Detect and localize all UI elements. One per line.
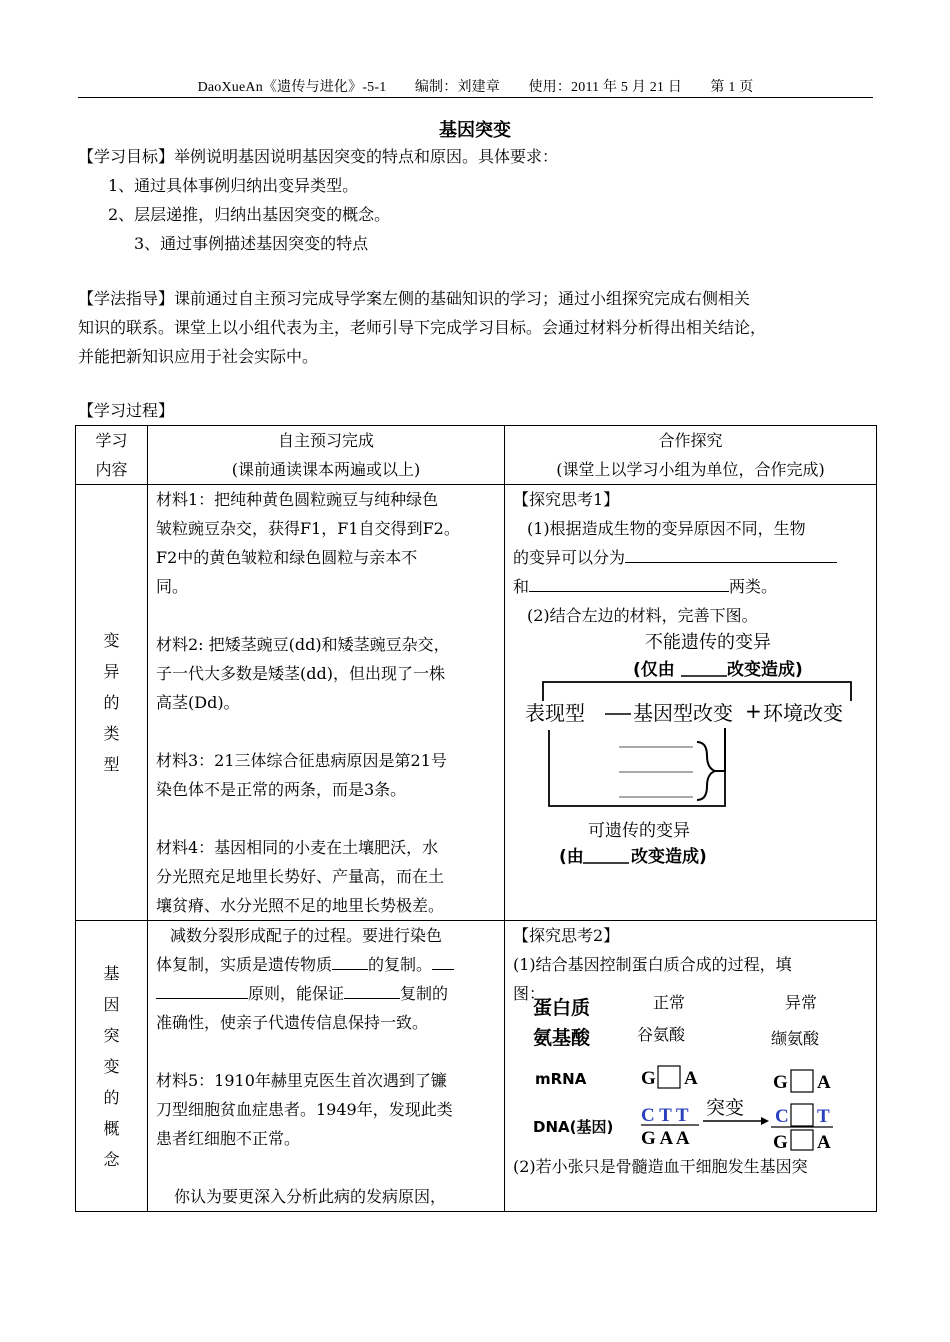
question-text: (2)结合左边的材料，完善下图。 bbox=[527, 606, 758, 625]
material-1 bbox=[156, 485, 496, 601]
heritable-label bbox=[513, 814, 868, 866]
diagram-label: (仅由 bbox=[633, 660, 675, 680]
text-line: 材料3：21三体综合征患病原因是第21号 bbox=[156, 751, 447, 770]
label-valine: 缬氨酸 bbox=[771, 1029, 820, 1048]
header-rule bbox=[78, 97, 873, 98]
text-line: F2中的黄色皱粒和绿色圆粒与亲本不 bbox=[156, 548, 418, 567]
top-bracket bbox=[543, 682, 851, 701]
blank-box bbox=[791, 1130, 813, 1150]
learning-goals bbox=[78, 142, 878, 258]
base-g: G bbox=[773, 1132, 788, 1152]
label-mrna: mRNA bbox=[535, 1070, 587, 1088]
base-t: T bbox=[817, 1106, 830, 1127]
label-abnormal: 异常 bbox=[785, 993, 818, 1012]
blank-box bbox=[791, 1104, 813, 1126]
explore-title: 【探究思考1】 bbox=[513, 490, 620, 509]
text-line: 材料2: 把矮茎豌豆(dd)和矮茎豌豆杂交， bbox=[156, 635, 450, 654]
text-line: 复制的 bbox=[400, 984, 449, 1003]
explore-2-cell bbox=[505, 921, 877, 1212]
diagram-label-heritable: 可遗传的变异 bbox=[588, 821, 690, 841]
goal-item: 3、通过事例描述基因突变的特点 bbox=[134, 234, 369, 253]
goals-intro: 【学习目标】举例说明基因说明基因突变的特点和原因。具体要求： bbox=[78, 147, 559, 166]
label-char: 突 bbox=[103, 1025, 120, 1045]
explore-1-cell bbox=[505, 485, 877, 921]
blank-box bbox=[791, 1070, 813, 1092]
label-glutamate: 谷氨酸 bbox=[637, 1025, 686, 1044]
text-line: 的复制。 bbox=[368, 955, 433, 974]
blank-box bbox=[658, 1066, 680, 1088]
explore-title: 【探究思考2】 bbox=[513, 926, 620, 945]
label-char: 概 bbox=[103, 1118, 120, 1138]
answer-blank[interactable] bbox=[625, 544, 837, 563]
header-text: 内容 bbox=[95, 460, 128, 479]
header-content bbox=[76, 426, 148, 485]
label-normal: 正常 bbox=[653, 993, 686, 1012]
answer-blank[interactable] bbox=[432, 951, 454, 970]
material-2 bbox=[156, 630, 496, 717]
header-text: 合作探究 bbox=[658, 431, 723, 450]
concept-cell bbox=[148, 921, 505, 1212]
study-table bbox=[75, 425, 877, 1212]
question-text: 图： bbox=[513, 984, 546, 1003]
dna-strand-gaa: G A A bbox=[641, 1128, 690, 1149]
diagram-plus: + bbox=[745, 699, 762, 723]
answer-blank[interactable] bbox=[156, 980, 248, 999]
text-line: 同。 bbox=[156, 577, 189, 596]
diagram-environment: 环境改变 bbox=[763, 701, 843, 725]
material-3 bbox=[156, 746, 496, 804]
goal-item: 1、通过具体事例归纳出变异类型。 bbox=[108, 176, 359, 195]
header-text: (课堂上以学习小组为单位，合作完成) bbox=[556, 460, 825, 479]
question-text: 和 bbox=[513, 577, 530, 596]
text-line bbox=[156, 950, 496, 979]
label-char: 的 bbox=[103, 1087, 120, 1107]
text-line: 你认为要更深入分析此病的发病原因， bbox=[174, 1187, 447, 1206]
page-header: DaoXueAn《遗传与进化》-5-1 编制：刘建章 使用：2011 年 5 月 21 日 第 1 页 bbox=[197, 80, 754, 95]
label-char: 基 bbox=[103, 963, 120, 983]
answer-blank[interactable] bbox=[344, 980, 400, 999]
text-line: 体复制，实质是遗传物质 bbox=[156, 955, 333, 974]
arrow-head bbox=[761, 1117, 769, 1125]
label-char: 变 bbox=[103, 1056, 120, 1076]
process-label: 【学习过程】 bbox=[78, 401, 175, 420]
header-text: 学习 bbox=[95, 431, 128, 450]
text-line: 材料1：把纯种黄色圆粒豌豆与纯种绿色 bbox=[156, 490, 439, 509]
protein-synthesis-diagram bbox=[513, 986, 868, 1152]
brace-connector bbox=[715, 728, 725, 771]
text-line: 准确性，使亲子代遗传信息保持一致。 bbox=[156, 1013, 429, 1032]
diagram-label-nonheritable: 不能遗传的变异 bbox=[645, 632, 771, 653]
dna-strand-ctt: C T T bbox=[641, 1105, 689, 1126]
label-char: 型 bbox=[103, 755, 120, 774]
label-protein: 蛋白质 bbox=[533, 997, 591, 1019]
text-line: 染色体不是正常的两条，而是3条。 bbox=[156, 780, 407, 799]
label-mutation: 突变 bbox=[706, 1097, 745, 1119]
label-char: 类 bbox=[103, 724, 120, 743]
text-line: 材料4：基因相同的小麦在土壤肥沃，水 bbox=[156, 838, 439, 857]
text-line: 皱粒豌豆杂交，获得F1，F1自交得到F2。 bbox=[156, 519, 460, 538]
label-char: 因 bbox=[103, 994, 120, 1014]
text-line: 材料5：1910年赫里克医生首次遇到了镰 bbox=[156, 1071, 447, 1090]
materials-cell bbox=[148, 485, 505, 921]
question-text: (2)若小张只是骨髓造血干细胞发生基因突 bbox=[513, 1157, 808, 1176]
header-text: 自主预习完成 bbox=[277, 431, 374, 450]
header-cooperation bbox=[505, 426, 877, 485]
question-text bbox=[513, 572, 868, 601]
variation-diagram bbox=[513, 630, 868, 840]
label-dna: DNA(基因) bbox=[533, 1118, 614, 1136]
question-text: (1)根据造成生物的变异原因不同，生物 bbox=[527, 519, 806, 538]
diagram-label: 改变造成) bbox=[727, 660, 803, 680]
answer-blank[interactable] bbox=[529, 573, 729, 592]
base-g: G bbox=[641, 1068, 656, 1089]
row-label-gene-mutation bbox=[76, 921, 148, 1212]
text-line: 刀型细胞贫血症患者。1949年，发现此类 bbox=[156, 1100, 453, 1119]
text-line: 壤贫瘠、水分光照不足的地里长势极差。 bbox=[156, 896, 445, 915]
label-char: 变 bbox=[103, 631, 120, 650]
diagram-label: (由 bbox=[559, 847, 584, 866]
label-char: 念 bbox=[103, 1149, 120, 1169]
answer-blank[interactable] bbox=[332, 951, 368, 970]
diagram-phenotype: 表现型 bbox=[525, 701, 585, 725]
text-line: 减数分裂形成配子的过程。要进行染色 bbox=[170, 926, 443, 945]
label-char: 异 bbox=[103, 662, 120, 681]
base-a: A bbox=[817, 1132, 831, 1152]
diagram-genotype: 基因型改变 bbox=[633, 701, 733, 725]
header-text: (课前通读课本两遍或以上) bbox=[231, 460, 421, 479]
question-text: 的变异可以分为 bbox=[513, 548, 626, 567]
method-line: 并能把新知识应用于社会实际中。 bbox=[78, 347, 319, 366]
material-4 bbox=[156, 833, 496, 920]
method-line: 知识的联系。课堂上以小组代表为主，老师引导下完成学习目标。会通过材料分析得出相关结论， bbox=[78, 318, 767, 337]
text-line: 高茎(Dd)。 bbox=[156, 693, 240, 712]
text-line bbox=[156, 979, 496, 1008]
label-amino-acid: 氨基酸 bbox=[533, 1027, 591, 1049]
base-a: A bbox=[817, 1072, 831, 1093]
method-line: 【学法指导】课前通过自主预习完成导学案左侧的基础知识的学习；通过小组探究完成右侧相关 bbox=[78, 289, 751, 308]
base-g: G bbox=[773, 1072, 788, 1093]
question-text: (1)结合基因控制蛋白质合成的过程，填 bbox=[513, 955, 792, 974]
text-line: 分光照充足地里长势好、产量高，而在土 bbox=[156, 867, 445, 886]
base-c: C bbox=[775, 1106, 789, 1127]
text-line: 原则，能保证 bbox=[248, 984, 345, 1003]
question-text: 两类。 bbox=[729, 577, 778, 596]
header-self-study bbox=[148, 426, 505, 485]
method-guide bbox=[78, 284, 878, 371]
goal-item: 2、层层递推，归纳出基因突变的概念。 bbox=[108, 205, 391, 224]
label-char: 的 bbox=[103, 693, 120, 712]
brace bbox=[697, 742, 715, 800]
base-a: A bbox=[684, 1068, 698, 1089]
page-title: 基因突变 bbox=[439, 120, 511, 141]
text-line: 患者红细胞不正常。 bbox=[156, 1129, 301, 1148]
text-line: 子一代大多数是矮茎(dd)，但出现了一株 bbox=[156, 664, 445, 683]
row-label-variation-types bbox=[76, 485, 148, 921]
question-text bbox=[513, 543, 868, 572]
diagram-label: 改变造成) bbox=[631, 847, 707, 866]
